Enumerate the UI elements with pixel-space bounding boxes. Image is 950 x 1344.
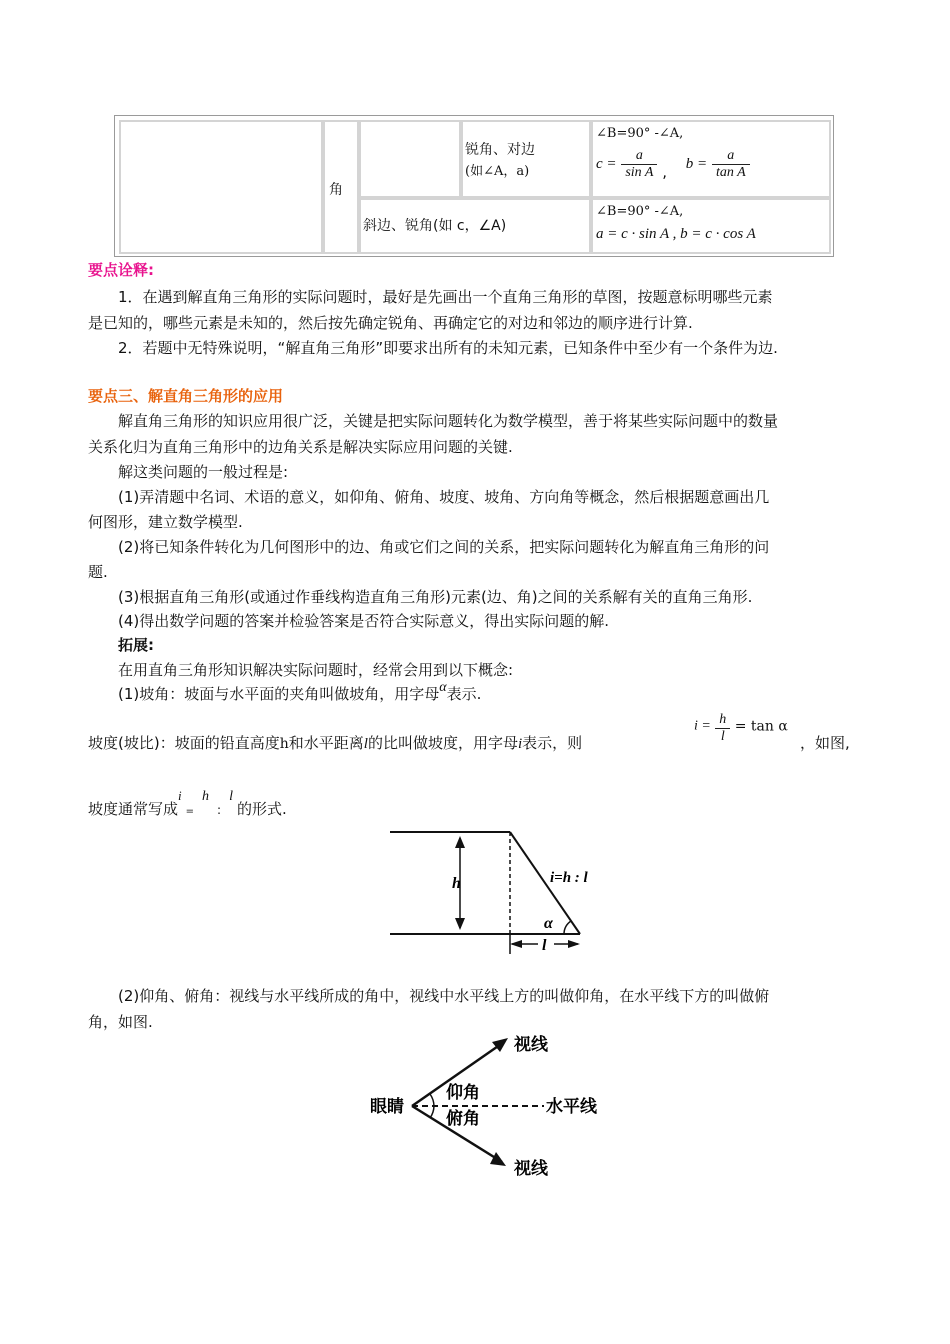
step3: (3)根据直角三角形(或通过作垂线构造直角三角形)元素(边、角)之间的关系解有关的直角三角形.: [118, 588, 753, 606]
alpha-arc: [564, 921, 571, 934]
h-arrow-down: [455, 918, 465, 930]
sight-down-arrowhead: [490, 1152, 506, 1166]
slope-angle-text-a: (1)坡角：坡面与水平面的夹角叫做坡角，用字母: [118, 685, 440, 703]
step2-line2: 题.: [88, 563, 108, 581]
i-letter: i: [517, 736, 523, 752]
elevation-label: 仰角: [446, 1083, 480, 1103]
formula-i-lhs: i =: [694, 718, 711, 734]
section3-heading: 要点三、解直角三角形的应用: [88, 387, 284, 405]
b-num: a: [712, 148, 750, 165]
slope-angle-text-b: 表示.: [446, 685, 482, 703]
slope-angle-line: [118, 681, 898, 709]
notes-p2: 2．若题中无特殊说明，“解直角三角形”即要求出所有的未知元素，已知条件中至少有一个条件为边.: [118, 339, 778, 357]
formula-1-fractions: [596, 148, 750, 181]
known-1-example: (如∠A，a): [465, 164, 530, 179]
step1-line2: 何图形，建立数学模型.: [88, 513, 243, 531]
formula-2-line1: ∠B=90° -∠A,: [596, 204, 684, 219]
notes-p1-line1: 1．在遇到解直角三角形的实际问题时，最好是先画出一个直角三角形的草图，按题意标明哪些元素: [118, 288, 773, 306]
c-num: a: [621, 148, 657, 165]
form-l: l: [229, 789, 233, 804]
elev-line1: (2)仰角、俯角：视线与水平线所成的角中，视线中水平线上方的叫做仰角，在水平线下方的叫做俯: [118, 987, 770, 1005]
h-letter: h: [279, 736, 289, 752]
table-cell-empty: [119, 120, 323, 254]
step2-line1: (2)将已知条件转化为几何图形中的边、角或它们之间的关系，把实际问题转化为解直角三角形的问: [118, 538, 770, 556]
table-cell-formula-2: [591, 198, 831, 254]
section3-general: 解这类问题的一般过程是:: [118, 463, 289, 481]
formula-1-line1: ∠B=90° -∠A,: [596, 126, 684, 141]
slope-figure: [388, 826, 588, 954]
table-angle-label: 角: [329, 182, 343, 198]
b-lhs: b =: [685, 156, 708, 172]
slope-ratio-e: ，如图,: [800, 734, 850, 752]
known-1-label: 锐角、对边: [465, 142, 535, 158]
h-arrow-up: [455, 836, 465, 848]
notes-heading: 要点诠释:: [88, 261, 154, 279]
ext-intro: 在用直角三角形知识解决实际问题时，经常会用到以下概念:: [118, 661, 514, 679]
table-cell-known-1: [461, 120, 591, 198]
form-text-b: 的形式.: [236, 800, 287, 818]
table-cell-known-2: [359, 198, 591, 254]
elevation-figure: [368, 1028, 638, 1180]
form-i: i: [178, 788, 182, 803]
formula-tan: = tan α: [734, 718, 788, 735]
formula-table: [114, 115, 834, 257]
formula-sep: ,: [662, 163, 668, 181]
ratio-label: i=h : l: [550, 870, 588, 886]
step4: (4)得出数学问题的答案并检验答案是否符合实际意义，得出实际问题的解.: [118, 612, 610, 630]
c-lhs: c =: [596, 156, 617, 172]
alpha-label: α: [544, 915, 553, 932]
form-colon: :: [217, 803, 222, 817]
known-2-label: 斜边、锐角(如 c，∠A): [363, 218, 507, 234]
l-arrow-left: [510, 940, 522, 948]
section3-intro-line2: 关系化归为直角三角形中的边角关系是解决实际应用问题的关键.: [88, 438, 513, 456]
slope-formula: [694, 710, 788, 743]
formula-2-line2: a = c · sin A , b = c · cos A: [596, 226, 756, 242]
slope-ratio-c: 的比叫做坡度，用字母: [367, 734, 518, 752]
table-cell-formula-1: [591, 120, 831, 198]
horizontal-label: 水平线: [546, 1097, 597, 1117]
sight-up-label: 视线: [514, 1035, 548, 1055]
form-eq: =: [185, 806, 195, 817]
ext-heading: 拓展:: [118, 636, 154, 654]
c-den: sin A: [625, 165, 654, 180]
frac-h: h: [715, 712, 730, 729]
b-fraction: [712, 148, 750, 181]
slope-ratio-d: 表示，则: [522, 734, 583, 752]
slope-ratio-b: 和水平距离: [288, 734, 364, 752]
sight-down-label: 视线: [514, 1159, 548, 1179]
slope-ratio-a: 坡度(坡比)：坡面的铅直高度: [88, 734, 280, 752]
elev-line2: 角，如图.: [88, 1013, 153, 1031]
frac-l: l: [720, 729, 725, 744]
table-cell-empty-2: [359, 120, 461, 198]
form-h: h: [202, 789, 210, 804]
table-cell-angle: [323, 120, 359, 254]
b-den: tan A: [715, 165, 746, 180]
l-letter: l: [363, 736, 368, 752]
step1-line1: (1)弄清题中名词、术语的意义，如仰角、俯角、坡度、坡角、方向角等概念，然后根据题意画出几: [118, 488, 770, 506]
depression-arc: [430, 1106, 434, 1118]
alpha-symbol: α: [439, 680, 447, 695]
l-arrow-right: [568, 940, 580, 948]
depression-label: 俯角: [446, 1109, 480, 1129]
h-label: h: [452, 875, 461, 892]
slope-form-line: [88, 788, 868, 825]
section3-intro-line1: 解直角三角形的知识应用很广泛，关键是把实际问题转化为数学模型，善于将某些实际问题中的数量: [118, 412, 779, 430]
form-text-a: 坡度通常写成: [88, 800, 179, 818]
elevation-arc: [430, 1094, 434, 1106]
notes-p1-line2: 是已知的，哪些元素是未知的，然后按先确定锐角、再确定它的对边和邻边的顺序进行计算.: [88, 314, 693, 332]
eye-label: 眼睛: [370, 1097, 404, 1117]
c-fraction: [621, 148, 657, 181]
l-label: l: [542, 937, 547, 954]
h-over-l-fraction: [715, 712, 730, 745]
